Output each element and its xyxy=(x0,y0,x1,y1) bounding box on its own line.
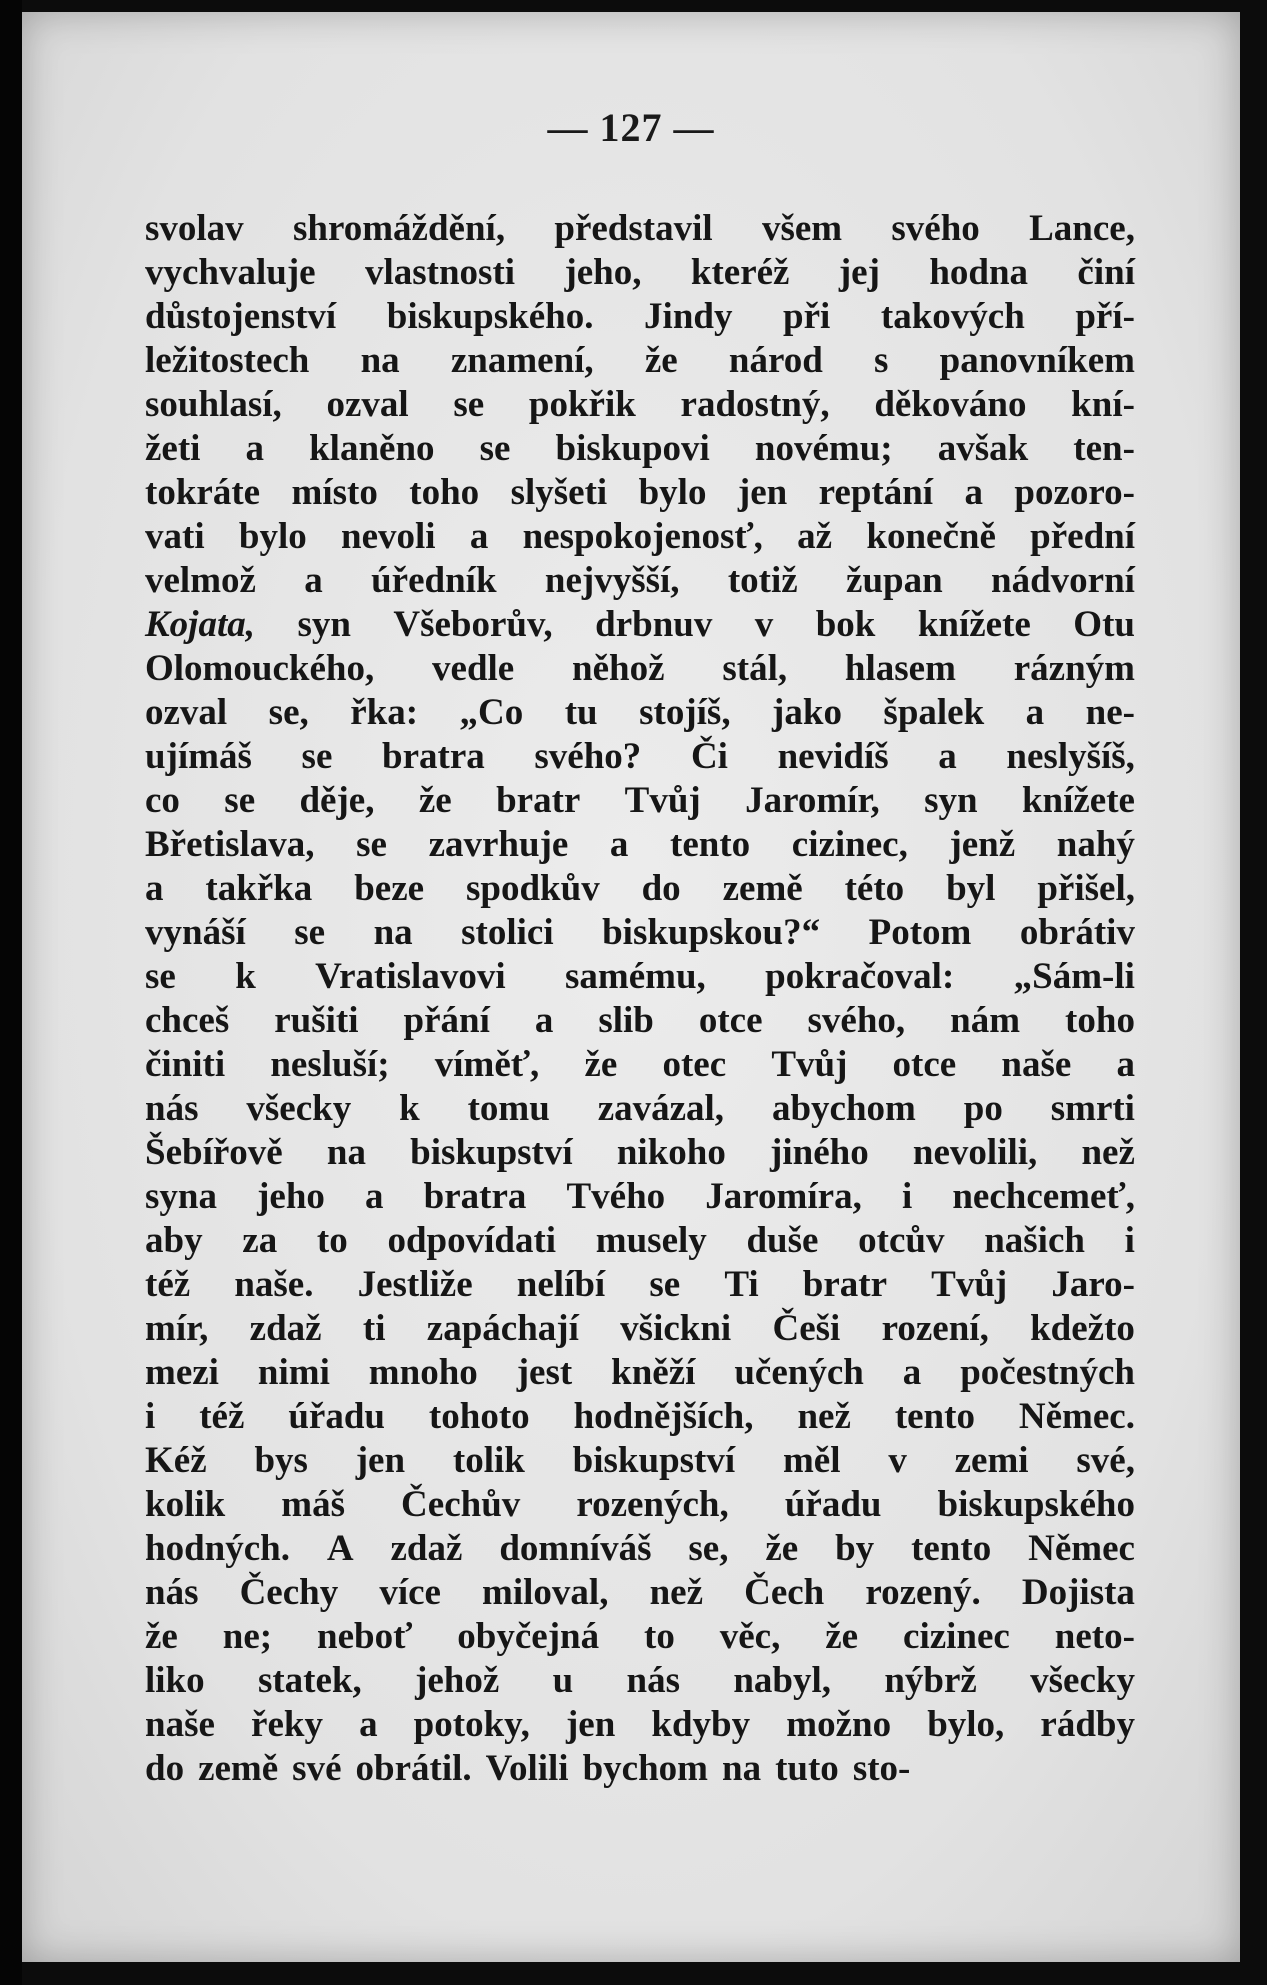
book-page xyxy=(22,12,1240,1962)
page-number-header: — 127 — xyxy=(547,105,715,150)
text-line: ležitostech na znamení, že národ s panovníkem xyxy=(145,340,1135,381)
text-line: ozval se, řka: „Co tu stojíš, jako špalek a ne- xyxy=(145,692,1135,733)
text-line: vynáší se na stolici biskupskou?“ Potom obrátiv xyxy=(145,912,1135,953)
text-line: důstojenství biskupského. Jindy při takových pří- xyxy=(145,296,1135,337)
page-body-text xyxy=(145,207,1135,1791)
text-line: Šebířově na biskupství nikoho jiného nevolili, než xyxy=(145,1132,1135,1173)
text-line: tokráte místo toho slyšeti bylo jen reptání a pozoro- xyxy=(145,472,1135,513)
text-line: kolik máš Čechův rozených, úřadu biskupského xyxy=(145,1484,1135,1525)
text-line: že ne; neboť obyčejná to věc, že cizinec neto- xyxy=(145,1616,1135,1657)
text-line: svolav shromáždění, představil všem svého Lance, xyxy=(145,208,1135,249)
text-line: souhlasí, ozval se pokřik radostný, děkováno kní- xyxy=(145,384,1135,425)
text-line: nás Čechy více miloval, než Čech rozený. Dojista xyxy=(145,1572,1135,1613)
text-line: do země své obrátil. Volili bychom na tuto sto- xyxy=(145,1748,911,1789)
text-line: syna jeho a bratra Tvého Jaromíra, i nechcemeť, xyxy=(145,1176,1135,1217)
text-line: ujímáš se bratra svého? Či nevidíš a neslyšíš, xyxy=(145,736,1135,777)
text-line: i též úřadu tohoto hodnějších, než tento Němec. xyxy=(145,1396,1135,1437)
text-line: Břetislava, se zavrhuje a tento cizinec, jenž nahý xyxy=(145,824,1135,865)
text-line: vychvaluje vlastnosti jeho, kteréž jej hodna činí xyxy=(145,252,1135,293)
text-line: nás všecky k tomu zavázal, abychom po smrti xyxy=(145,1088,1135,1129)
text-line: hodných. A zdaž domníváš se, že by tento Němec xyxy=(145,1528,1135,1569)
text-line: a takřka beze spodkův do země této byl přišel, xyxy=(145,868,1135,909)
text-line: činiti nesluší; víměť, že otec Tvůj otce naše a xyxy=(145,1044,1135,1085)
text-line: liko statek, jehož u nás nabyl, nýbrž všecky xyxy=(145,1660,1135,1701)
text-line: co se děje, že bratr Tvůj Jaromír, syn knížete xyxy=(145,780,1135,821)
text-line: Kéž bys jen tolik biskupství měl v zemi své, xyxy=(145,1440,1135,1481)
text-line: velmož a úředník nejvyšší, totiž župan nádvorní xyxy=(145,560,1135,601)
text-line: Kojata, syn Všeborův, drbnuv v bok knížete Otu xyxy=(145,604,1135,645)
text-line: vati bylo nevoli a nespokojenosť, až konečně přední xyxy=(145,516,1135,557)
text-line: Olomouckého, vedle něhož stál, hlasem rázným xyxy=(145,648,1135,689)
text-line: naše řeky a potoky, jen kdyby možno bylo, rádby xyxy=(145,1704,1135,1745)
text-line: mír, zdaž ti zapáchají všickni Češi rození, kdežto xyxy=(145,1308,1135,1349)
book-spine-shadow xyxy=(0,0,22,1985)
text-line: chceš rušiti přání a slib otce svého, nám toho xyxy=(145,1000,1135,1041)
text-line: též naše. Jestliže nelíbí se Ti bratr Tvůj Jaro- xyxy=(145,1264,1135,1305)
text-line: aby za to odpovídati musely duše otcův našich i xyxy=(145,1220,1135,1261)
text-line: se k Vratislavovi samému, pokračoval: „Sám-li xyxy=(145,956,1135,997)
text-line: žeti a klaněno se biskupovi novému; avšak ten- xyxy=(145,428,1135,469)
text-line: mezi nimi mnoho jest kněží učených a počestných xyxy=(145,1352,1135,1393)
